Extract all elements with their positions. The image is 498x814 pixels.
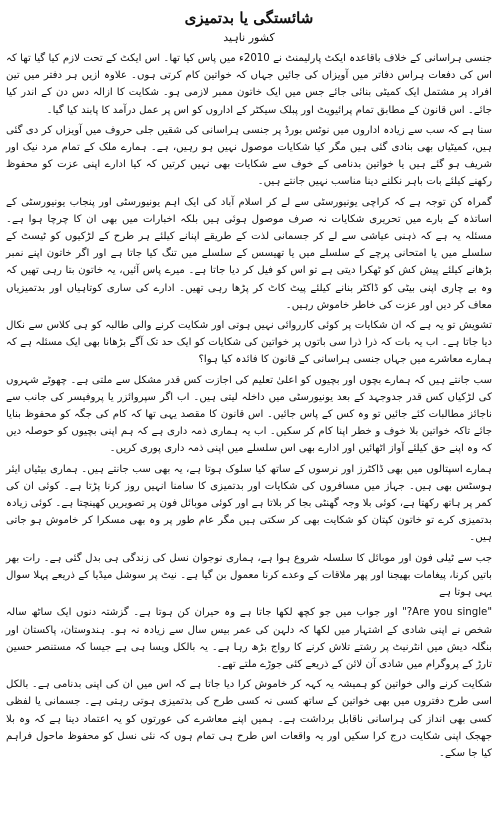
paragraph: تشویش تو یہ ہے کہ ان شکایات پر کوئی کارروائی نہیں ہوتی اور شکایت کرنے والی طالبہ کو ہی کلاس سے نکال دیا جاتا ہے۔ اب یہ بات کہ ذرا ذرا سی باتوں پر خواتین کی شکایات کو ایک حد تک آگے بڑھانا بھی ایک مسئلہ ہے کہ ہمارے معاشرے میں جہاں جنسی ہراسانی کے قانون کا فائدہ کیا ہوا؟ xyxy=(6,320,492,366)
paragraph: گمراہ کن توجہ ہے کہ کراچی یونیورسٹی سے لے کر اسلام آباد کی ایک اہم یونیورسٹی اور پنجاب یونیورسٹی کے اساتذہ کے بارے میں تحریری شکایات نہ صرف موصول ہوئی ہیں بلکہ اخبارات میں بھی ان کا چرچا ہوا ہے۔ مسئلہ یہ ہے کہ ذہنی عیاشی سے لے کر جسمانی لذت کے طریقے اپنانے کیلئے ہر طرح کے لڑکیوں کو ٹیسٹ کے سلسلے میں یا امتحانی پرچے کے سلسلے میں یا تھیسس کے سلسلے میں تنگ کیا جاتا ہے اور اگر خاتون اپنے نمبر بڑھانے کیلئے پیش کش کو ٹھکرا دیتی ہے تو اس کو فیل کر دیا جاتا ہے۔ میرے پاس آئیں، یہ خاتون بتا رہی تھیں کہ وہ بے چاری اپنی بیٹی کو ڈاکٹر بنانے کیلئے پیٹ کاٹ کر پڑھا رہی تھیں۔ ادارے کی ساری کوتاہیاں اور بدتمیزیاں معاف کر دیں اور عزت کی خاطر خاموش رہیں۔ xyxy=(6,196,492,311)
article-title: شائستگی یا بدتمیزی xyxy=(184,9,314,27)
paragraph: سب جانتے ہیں کہ ہمارے بچوں اور بچیوں کو اعلیٰ تعلیم کی اجازت کس قدر مشکل سے ملتی ہے۔ چھوٹے شہروں کی لڑکیاں کس قدر جدوجہد کے بعد یونیورسٹی میں داخلہ لیتی ہیں۔ اب اگر سپروائزر یا پروفیسر کی جانب سے ناجائز مطالبات کئے جائیں تو وہ کس کے پاس جائیں۔ اس قانون کا مقصد یہی تھا کہ کام کی جگہ کو محفوظ بنایا جائے تاکہ خواتین بلا خوف و خطر اپنا کام کر سکیں۔ اب یہ ہماری ذمہ داری ہے کہ ہم اپنی بچیوں کو حوصلہ دیں کہ وہ اپنے حق کیلئے آواز اٹھائیں اور ادارے بھی اس سلسلے میں اپنی ذمہ داری پوری کریں۔ xyxy=(6,374,492,455)
paragraph: سنا ہے کہ سب سے زیادہ اداروں میں نوٹس بورڈ پر جنسی ہراسانی کی شقیں جلی حروف میں آویزاں کر دی گئی ہیں، کمیٹیاں بھی بنادی گئی ہیں مگر کیا شکایات موصول نہیں ہو رہیں، ہے۔ ہمارے ملک کے تمام مرد نیک اور شریف ہو گئے ہیں یا خواتین بدنامی کے خوف سے شکایات بھی نہیں کرتیں کہ کیا ادارے اپنی عزت کو محفوظ رکھنے کیلئے بات باہر نکلنے دینا مناسب نہیں جانتے ہیں۔ xyxy=(6,124,492,188)
paragraph: جب سے ٹیلی فون اور موبائل کا سلسلہ شروع ہوا ہے، ہماری نوجوان نسل کی زندگی ہی بدل گئی ہے۔ رات بھر باتیں کرنا، پیغامات بھیجنا اور پھر ملاقات کے وعدے کرنا معمول بن گیا ہے۔ نیٹ پر سوشل میڈیا کے ذریعے پہلا سوال یہی ہوتا ہے xyxy=(6,552,492,599)
paragraph: جنسی ہراسانی کے خلاف باقاعدہ ایکٹ پارلیمنٹ نے 2010ء میں پاس کیا تھا۔ اس ایکٹ کے تحت لازم کیا گیا تھا کہ اس کی دفعات ہراس دفاتر میں آویزاں کی جائیں جہاں کہ خواتین کام کرتی ہوں۔ علاوہ ازیں ہر دفتر میں تین افراد پر مشتمل ایک کمیٹی بنائی جائے جس میں ایک خاتون ممبر لازمی ہو۔ شکایت کا ازالہ دس دن کے اندر کیا جائے۔ اس قانون کے مطابق تمام پرائیویٹ اور پبلک سیکٹر کے اداروں کو اس پر عمل درآمد کا پابند کیا گیا۔ xyxy=(6,53,492,116)
article-body xyxy=(6,50,492,762)
paragraph: ہمارے اسپتالوں میں بھی ڈاکٹرز اور نرسوں کے ساتھ کیا سلوک ہوتا ہے، یہ بھی سب جانتے ہیں۔ ہماری بیٹیاں ایئر ہوسٹس بھی ہیں۔ جہاز میں مسافروں کی شکایات اور بدتمیزی کا سامنا انہیں روز کرنا پڑتا ہے۔ کوئی ان کی کمر پر ہاتھ رکھتا ہے، کوئی بلا وجہ گھنٹی بجا کر بلاتا ہے اور کوئی موبائل فون پر تصویریں کھینچتا ہے۔ کوئی زیادہ بدتمیزی کرے تو خاتون کپتان کو شکایت بھی کر سکتی ہیں مگر عام طور پر وہ بھی مسکرا کر خاموش ہو جاتی ہیں۔ xyxy=(6,463,492,544)
paragraph: "Are you single?" اور جواب میں جو کچھ لکھا جاتا ہے وہ حیران کن ہوتا ہے۔ گزشتہ دنوں ایک ساٹھ سالہ شخص نے اپنی شادی کے اشتہار میں لکھا کہ دلہن کی عمر بیس سال سے زیادہ نہ ہو۔ ہندوستان، پاکستان اور بنگلہ دیش میں انٹرنیٹ پر رشتے تلاش کرنے کا رواج بڑھ رہا ہے۔ یہ بالکل ویسا ہی ہے جیسا کہ مستنصر حسین تارڑ کے پروگرام میں شادی آن لائن کے ذریعے کئی جوڑے ملتے تھے۔ xyxy=(6,607,492,670)
paragraph: شکایت کرنے والی خواتین کو ہمیشہ یہ کہہ کر خاموش کرا دیا جاتا ہے کہ اس میں ان کی اپنی بدنامی ہے۔ بالکل اسی طرح دفتروں میں بھی خواتین کے ساتھ کسی نہ کسی طرح کی بدتمیزی ہوتی رہتی ہے۔ جسمانی یا لفظی کسی بھی انداز کی ہراسانی ناقابل برداشت ہے۔ ہمیں اپنے معاشرے کی عورتوں کو یہ اعتماد دینا ہے کہ وہ بلا جھجک اپنی شکایت درج کرا سکیں اور یہ واقعات اس طرح ہی تمام ہوں کہ نئی نسل کو محفوظ ماحول فراہم کیا جا سکے۔ xyxy=(6,679,492,759)
article-author: کشور ناہید xyxy=(223,31,275,44)
